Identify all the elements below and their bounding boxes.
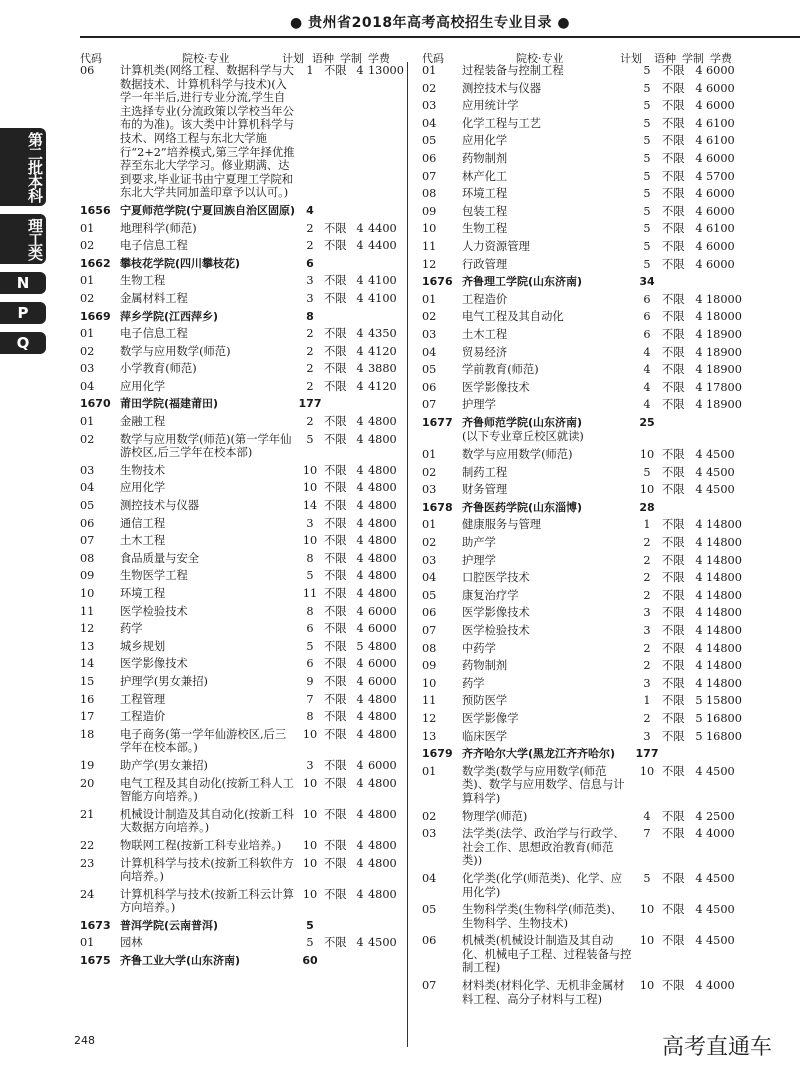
table-row: 06 机械类(机械设计制造及其自动化、机械电子工程、过程装备与控制工程) 10 不限 4 4500 [422,934,735,975]
table-row: 20 电气工程及其自动化(按新工科人工智能方向培养。) 10 不限 4 4800 [80,776,397,804]
table-row: 10 环境工程 11 不限 4 4800 [80,587,397,600]
tab-letter-p[interactable]: P [0,302,46,324]
table-row: 09 生物医学工程 5 不限 4 4800 [80,569,397,583]
table-row: 07 林产化工 5 不限 4 5700 [422,169,735,183]
table-row: 12 行政管理 5 不限 4 6000 [422,257,735,271]
table-row: 04 应用化学 10 不限 4 4800 [80,481,397,495]
col-fee: 学费 [710,52,732,65]
table-row: 03 土木工程 6 不限 4 18900 [422,327,742,341]
table-row: 05 测控技术与仪器 14 不限 4 4800 [80,499,397,513]
col-lang: 语种 [654,52,676,65]
tab-letter-q[interactable]: Q [0,332,46,354]
tab-batch[interactable]: 第二批本科 [0,128,46,206]
table-row: 02 助产学 2 不限 4 14800 [422,536,742,550]
table-row: 11 医学检验技术 8 不限 4 6000 [80,604,397,618]
table-row: 12 药学 6 不限 4 6000 [80,622,397,636]
table-row: 03 法学类(法学、政治学与行政学、社会工作、思想政治教育(师范类)) 7 不限 4 4000 [422,827,735,868]
tab-science[interactable]: 理工类 [0,214,46,264]
table-row: 04 口腔医学技术 2 不限 4 14800 [422,571,742,585]
table-row: 24 计算机科学与技术(按新工科云计算方向培养。) 10 不限 4 4800 [80,887,397,915]
table-row: 01 地理科学(师范) 2 不限 4 4400 [80,221,397,235]
table-row: 02 金属材料工程 3 不限 4 4100 [80,291,397,305]
tab-letter-n[interactable]: N [0,272,46,294]
table-row: 22 物联网工程(按新工科专业培养。) 10 不限 4 4800 [80,838,397,852]
table-row: 13 临床医学 3 不限 5 16800 [422,729,742,743]
table-row: 18 电子商务(第一学年仙游校区,后三学年在校本部。) 10 不限 4 4800 [80,727,397,755]
col-code: 代码 [80,52,102,65]
table-row: 23 计算机科学与技术(按新工科软件方向培养。) 10 不限 4 4800 [80,856,397,884]
table-row: 15 护理学(男女兼招) 9 不限 4 6000 [80,674,397,688]
table-row: 03 财务管理 10 不限 4 4500 [422,483,735,497]
table-row: 01 数学类(数学与应用数学(师范类)、数学与应用数学、信息与计算科学) 10 不限 4 4500 [422,764,735,805]
page-number: 248 [74,1034,95,1047]
school-row: 1678 齐鲁医药学院(山东淄博) 28 [422,500,655,514]
school-row: 1676 齐鲁理工学院(山东济南) 34 [422,275,655,289]
school-row: 1662 攀枝花学院(四川攀枝花) 6 [80,256,314,270]
table-row: 01 园林 5 不限 4 4500 [80,936,397,950]
school-row: 1670 莆田学院(福建莆田) 177 [80,397,322,411]
table-row: 02 电气工程及其自动化 6 不限 4 18000 [422,310,742,324]
school-row: 1677 齐鲁师范学院(山东济南) 25 [422,415,655,429]
table-row: 01 健康服务与管理 1 不限 4 14800 [422,518,742,532]
table-row: 07 材料类(材料化学、无机非金属材料工程、高分子材料与工程) 10 不限 4 4000 [422,979,735,1006]
header-rule [80,36,800,38]
table-row: 08 食品质量与安全 8 不限 4 4800 [80,551,397,565]
table-row: 04 化学工程与工艺 5 不限 4 6100 [422,116,735,130]
table-row: 05 康复治疗学 2 不限 4 14800 [422,588,742,602]
campus-note: (以下专业章丘校区就读) [462,430,584,444]
table-row: 10 药学 3 不限 4 14800 [422,676,742,690]
table-row: 04 化学类(化学(师范类)、化学、应用化学) 5 不限 4 4500 [422,871,735,899]
table-row: 07 土木工程 10 不限 4 4800 [80,534,397,548]
table-row: 06 计算机类(网络工程、数据科学与大数据技术、计算机科学与技术)(入学一年半后,进行专业分流,学生自主选择专业(分流政策以学校当年公布的为准)。该大类中计算机科学与技术、网络工程与东北大学施行“2+2”培养模式,第三学年择优推荐至东北大学学习。修业期满、达到要求,毕业证书由宁夏理工学院和东北大学共同加盖印章予以认可。) 1 不限 4 13000 [80,64,404,200]
table-row: 09 药物制剂 2 不限 4 14800 [422,659,742,673]
table-row: 06 医学影像技术 3 不限 4 14800 [422,606,742,620]
table-row: 14 医学影像技术 6 不限 4 6000 [80,657,397,671]
table-row: 01 过程装备与控制工程 5 不限 4 6000 [422,64,735,77]
col-years: 学制 [340,52,362,65]
school-row: 1673 普洱学院(云南普洱) 5 [80,918,314,932]
table-row: 16 工程管理 7 不限 4 4800 [80,692,397,706]
table-row: 12 医学影像学 2 不限 5 16800 [422,711,742,725]
table-row: 03 应用统计学 5 不限 4 6000 [422,99,735,113]
left-column [80,64,405,972]
table-row: 08 中药学 2 不限 4 14800 [422,641,742,655]
col-plan: 计划 [620,52,642,65]
school-row: 1669 萍乡学院(江西萍乡) 8 [80,309,314,323]
col-name: 院校·专业 [516,52,564,65]
table-row: 01 电子信息工程 2 不限 4 4350 [80,327,397,341]
col-lang: 语种 [312,52,334,65]
column-divider [407,62,408,1047]
table-row: 10 生物工程 5 不限 4 6100 [422,222,735,236]
table-row: 11 人力资源管理 5 不限 4 6000 [422,239,735,253]
table-row: 01 工程造价 6 不限 4 18000 [422,292,742,306]
col-plan: 计划 [282,52,304,65]
table-row: 06 通信工程 3 不限 4 4800 [80,516,397,530]
watermark: 高考直通车 [661,1035,772,1060]
table-row: 21 机械设计制造及其自动化(按新工科大数据方向培养。) 10 不限 4 4800 [80,807,397,835]
table-row: 05 应用化学 5 不限 4 6100 [422,134,735,148]
table-row: 01 数学与应用数学(师范) 10 不限 4 4500 [422,448,735,462]
page-header [70,6,800,38]
table-row: 03 生物技术 10 不限 4 4800 [80,463,397,477]
col-code: 代码 [422,52,444,65]
table-row: 09 包装工程 5 不限 4 6000 [422,204,735,218]
table-row: 06 医学影像技术 4 不限 4 17800 [422,380,742,394]
table-row: 03 小学教育(师范) 2 不限 4 3880 [80,362,397,376]
table-row: 02 测控技术与仪器 5 不限 4 6000 [422,81,735,95]
side-tabs [0,128,48,362]
page-title: ● 贵州省2018年高考高校招生专业目录 ● [290,15,571,31]
table-row: 05 生物科学类(生物科学(师范类)、生物科学、生物技术) 10 不限 4 4500 [422,903,735,930]
table-row: 03 护理学 2 不限 4 14800 [422,553,742,567]
table-row: 01 金融工程 2 不限 4 4800 [80,415,397,429]
table-row: 08 环境工程 5 不限 4 6000 [422,187,735,201]
table-row: 05 学前教育(师范) 4 不限 4 18900 [422,363,742,377]
col-fee: 学费 [368,52,390,65]
table-row: 02 制药工程 5 不限 4 4500 [422,465,735,479]
table-row: 02 物理学(师范) 4 不限 4 2500 [422,809,735,823]
table-row: 07 护理学 4 不限 4 18900 [422,398,742,412]
table-row: 01 生物工程 3 不限 4 4100 [80,274,397,288]
table-row: 06 药物制剂 5 不限 4 6000 [422,151,735,165]
col-name: 院校·专业 [182,52,230,65]
table-row: 11 预防医学 1 不限 5 15800 [422,694,742,708]
col-years: 学制 [682,52,704,65]
table-row: 17 工程造价 8 不限 4 4800 [80,710,397,724]
school-row: 1675 齐鲁工业大学(山东济南) 60 [80,954,318,968]
table-row: 04 贸易经济 4 不限 4 18900 [422,345,742,359]
table-row: 02 电子信息工程 2 不限 4 4400 [80,239,397,253]
table-row: 13 城乡规划 5 不限 5 4800 [80,639,397,653]
school-row: 1656 宁夏师范学院(宁夏回族自治区固原) 4 [80,203,314,217]
school-row: 1679 齐齐哈尔大学(黑龙江齐齐哈尔) 177 [422,747,659,761]
table-row: 19 助产学(男女兼招) 3 不限 4 6000 [80,758,397,772]
table-row: 07 医学检验技术 3 不限 4 14800 [422,624,742,637]
table-row: 02 数学与应用数学(师范)(第一学年仙游校区,后三学年在校本部) 5 不限 4 4800 [80,432,397,460]
right-column [422,64,752,1010]
table-row: 02 数学与应用数学(师范) 2 不限 4 4120 [80,344,397,358]
table-row: 04 应用化学 2 不限 4 4120 [80,379,397,393]
